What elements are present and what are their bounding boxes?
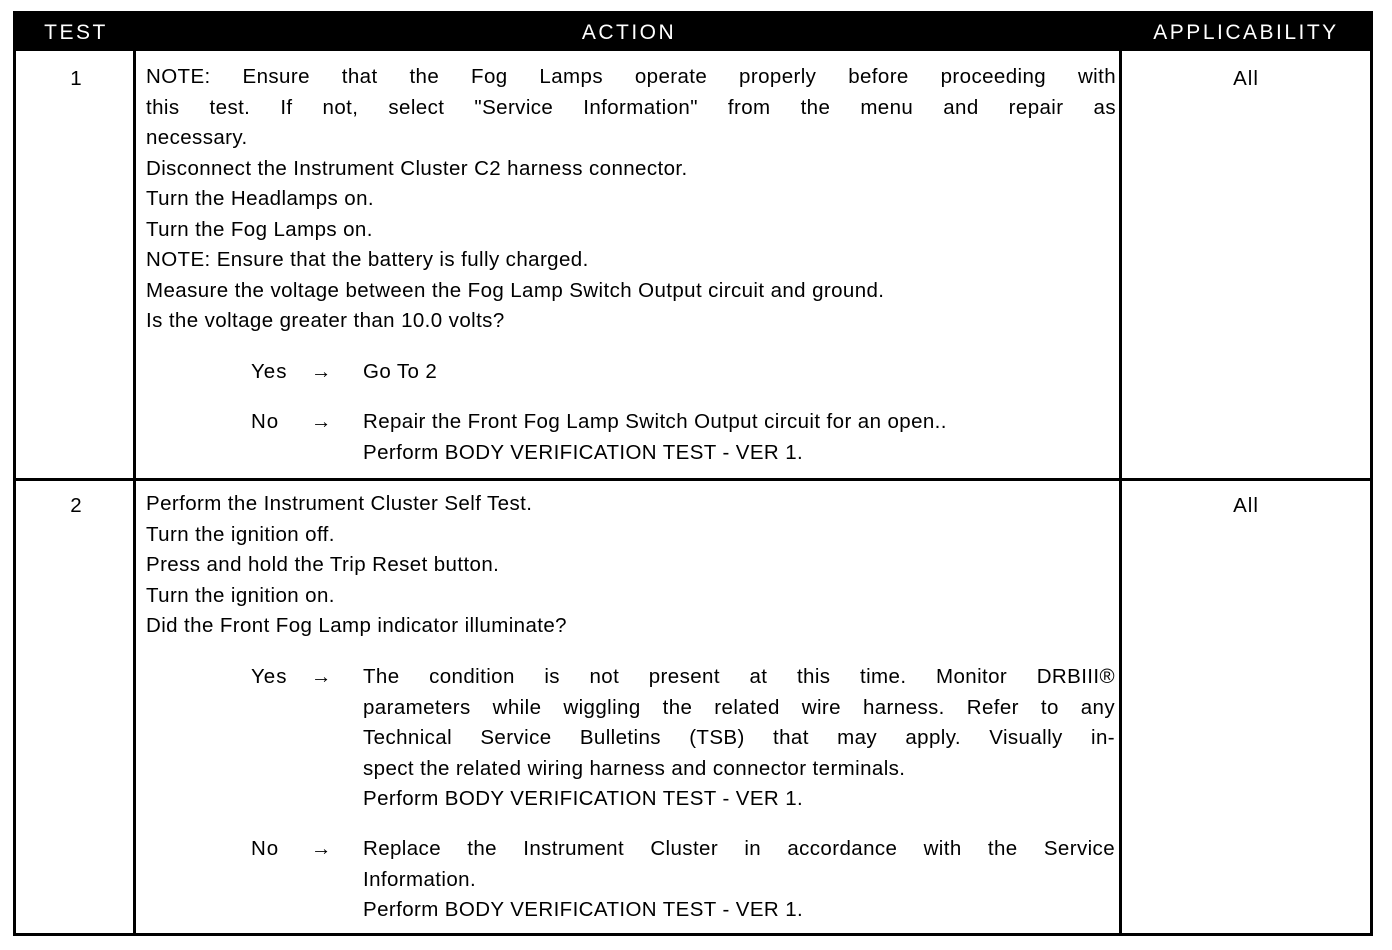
table-header	[16, 14, 1370, 51]
result-line: Perform BODY VERIFICATION TEST - VER 1.	[363, 898, 804, 921]
result-line: Technical Service Bulletins (TSB) that may apply. Visually in-	[363, 726, 1115, 749]
test-1-action	[146, 62, 1116, 337]
test-number: 2	[70, 494, 82, 517]
result-line: Perform BODY VERIFICATION TEST - VER 1.	[363, 440, 804, 464]
result-line: Information.	[363, 867, 477, 891]
yes-result	[363, 357, 1115, 388]
header-applicability: APPLICABILITY	[1153, 21, 1339, 44]
result-line: spect the related wiring harness and connector terminals.	[363, 756, 906, 780]
diagnostic-table	[13, 11, 1373, 936]
action-line: Perform the Instrument Cluster Self Test.	[146, 492, 533, 515]
action-line: NOTE: Ensure that the Fog Lamps operate properly before proceeding with	[146, 65, 1116, 88]
action-line: Press and hold the Trip Reset button.	[146, 553, 500, 576]
applicability-value: All	[1233, 67, 1259, 90]
result-line: Repair the Front Fog Lamp Switch Output circuit for an open..	[363, 410, 947, 433]
arrow-right-icon: →	[311, 410, 332, 433]
action-line: necessary.	[146, 126, 248, 149]
action-line: Disconnect the Instrument Cluster C2 harness connector.	[146, 156, 688, 180]
action-line: Turn the Fog Lamps on.	[146, 217, 373, 241]
action-line: Is the voltage greater than 10.0 volts?	[146, 309, 505, 332]
action-line: Turn the ignition on.	[146, 583, 335, 607]
action-line: this test. If not, select "Service Information" from the menu and repair as	[146, 95, 1116, 119]
test-number: 1	[70, 67, 82, 90]
row-divider	[16, 478, 1370, 481]
applicability-value: All	[1233, 494, 1259, 517]
action-line: Measure the voltage between the Fog Lamp Switch Output circuit and ground.	[146, 278, 885, 302]
header-test: TEST	[44, 21, 108, 44]
header-action: ACTION	[581, 21, 677, 44]
action-line: Turn the Headlamps on.	[146, 187, 374, 210]
result-line: Perform BODY VERIFICATION TEST - VER 1.	[363, 787, 804, 810]
result-line: Go To 2	[363, 360, 438, 383]
yes-result	[363, 662, 1115, 815]
no-result	[363, 407, 1115, 468]
result-line: The condition is not present at this time. Monitor DRBIII®	[363, 665, 1115, 688]
arrow-right-icon: →	[311, 360, 332, 383]
no-label: No	[251, 410, 280, 433]
no-result	[363, 834, 1115, 926]
action-line: Did the Front Fog Lamp indicator illuminate?	[146, 614, 567, 637]
yes-label: Yes	[251, 665, 288, 688]
test-2-action	[146, 489, 1116, 642]
result-line: parameters while wiggling the related wire harness. Refer to any	[363, 695, 1115, 719]
result-line: Replace the Instrument Cluster in accordance with the Service	[363, 837, 1115, 860]
arrow-right-icon: →	[311, 837, 332, 860]
no-label: No	[251, 837, 280, 860]
arrow-right-icon: →	[311, 665, 332, 688]
action-line: NOTE: Ensure that the battery is fully charged.	[146, 248, 589, 271]
yes-label: Yes	[251, 360, 288, 383]
action-line: Turn the ignition off.	[146, 522, 335, 546]
